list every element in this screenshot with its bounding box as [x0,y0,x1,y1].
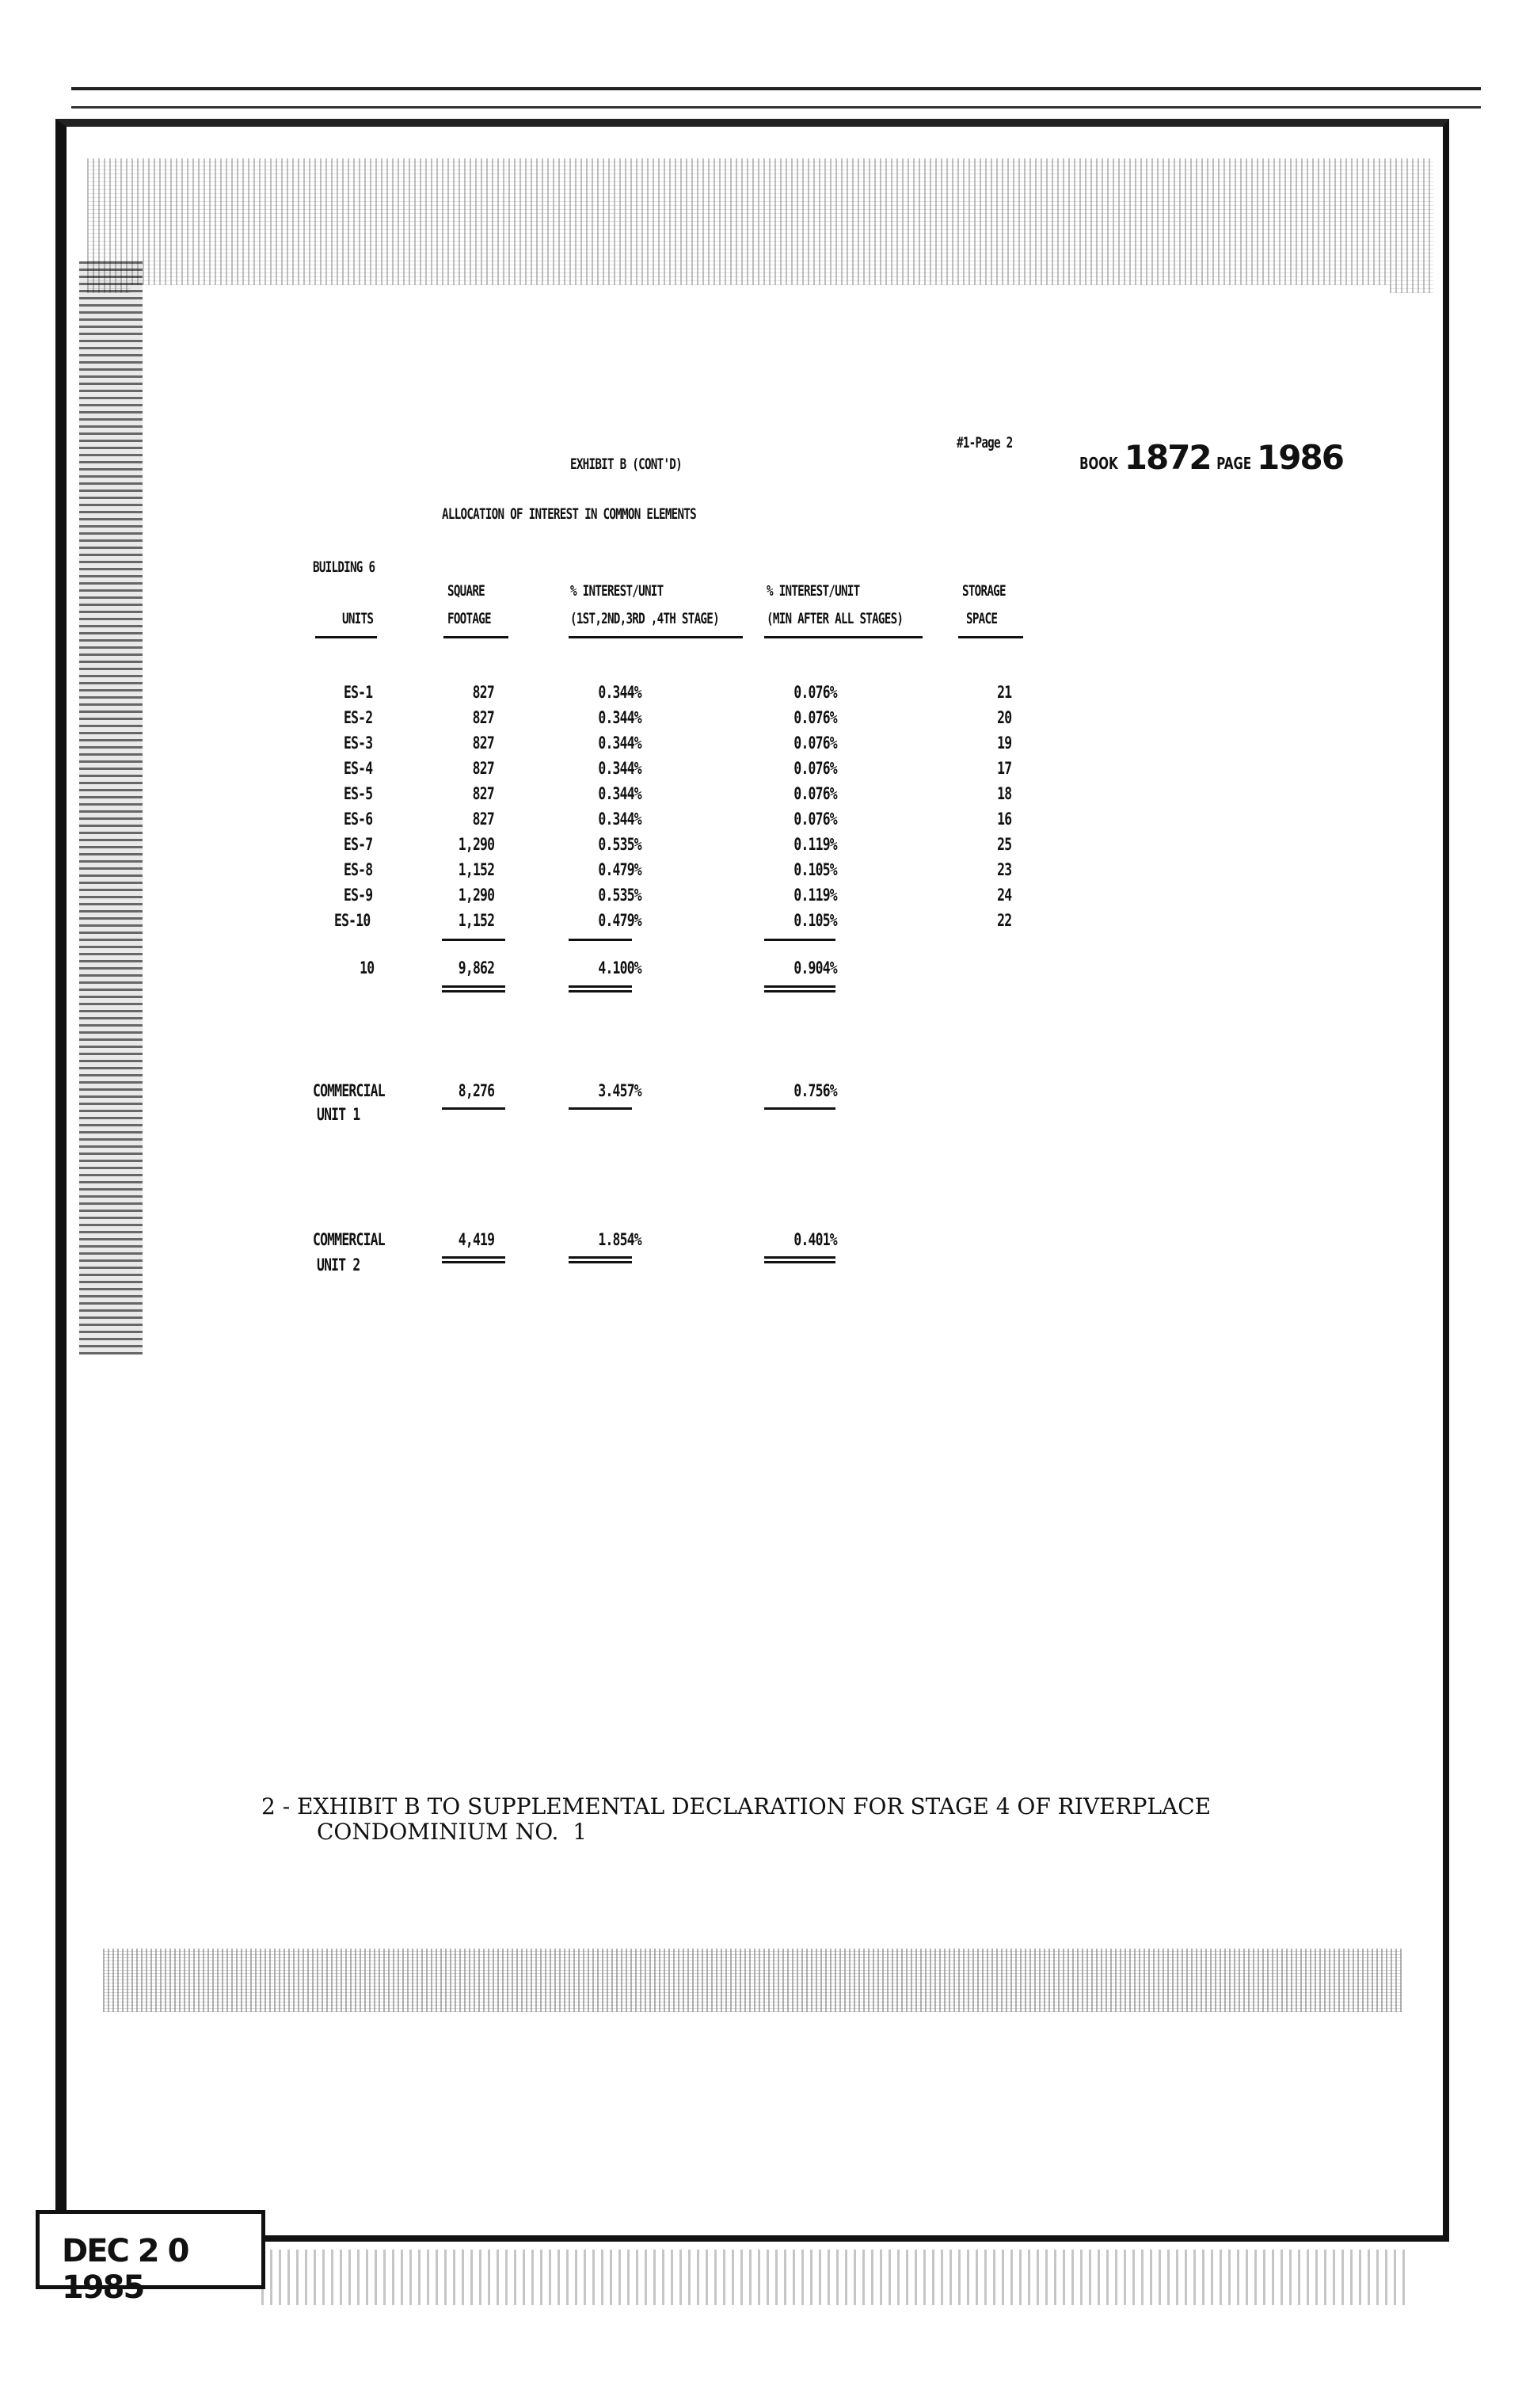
subtotal-rule [442,939,505,941]
storage-cell: 21 [996,683,1011,702]
commercial-final: 0.756% [793,1081,837,1100]
unit-cell: ES-6 [344,810,373,829]
unit-cell: ES-2 [344,708,373,727]
col-units: UNITS [342,610,374,627]
storage-cell: 19 [996,733,1011,752]
interest-cell: 0.344% [598,759,641,778]
building-label: BUILDING 6 [313,558,375,576]
col-interest-line1: % INTEREST/UNIT [570,582,664,600]
commercial-sqft: 8,276 [458,1081,494,1100]
unit-cell: ES-9 [344,886,373,905]
interest-cell: 0.344% [598,708,641,727]
interest-cell: 0.344% [598,683,641,702]
storage-cell: 18 [996,784,1011,803]
final-cell: 0.119% [793,886,837,905]
subtotal-rule [569,939,632,941]
header-rule [958,636,1023,638]
interest-cell: 0.535% [598,886,641,905]
unit-cell: ES-8 [344,860,373,879]
commercial-label-unit: UNIT 1 [317,1105,360,1124]
total-double-rule [569,985,632,988]
unit-cell: ES-3 [344,733,373,752]
page-reference: #1-Page 2 [957,434,1013,452]
sqft-cell: 827 [472,733,494,752]
total-units: 10 [359,958,374,977]
date-stamp-text: DEC 2 0 1985 [62,2233,188,2306]
book-number: 1872 [1124,438,1211,477]
unit-cell: ES-5 [344,784,373,803]
sqft-cell: 1,290 [458,886,494,905]
commercial-final: 0.401% [793,1230,837,1249]
storage-cell: 22 [996,911,1011,930]
unit-cell: ES-10 [334,911,371,930]
page-label: PAGE [1216,454,1251,473]
header-rule [764,636,923,638]
interest-cell: 0.344% [598,784,641,803]
commercial-interest: 1.854% [598,1230,641,1249]
final-cell: 0.076% [793,708,837,727]
commercial-double-rule [442,1256,505,1259]
commercial-label: COMMERCIAL [313,1230,385,1249]
sqft-cell: 1,152 [458,860,494,879]
final-cell: 0.076% [793,683,837,702]
storage-cell: 23 [996,860,1011,879]
commercial-double-rule [569,1256,632,1259]
sqft-cell: 827 [472,784,494,803]
book-label: BOOK [1079,454,1118,473]
sqft-cell: 827 [472,683,494,702]
final-cell: 0.076% [793,784,837,803]
commercial-interest: 3.457% [598,1081,641,1100]
commercial-sqft: 4,419 [458,1230,494,1249]
col-storage-line1: STORAGE [962,582,1006,600]
storage-cell: 20 [996,708,1011,727]
interest-cell: 0.479% [598,911,641,930]
header-rule [443,636,508,638]
subtotal-rule [764,939,835,941]
interest-cell: 0.344% [598,810,641,829]
exhibit-caption [261,1794,1211,1845]
unit-cell: ES-7 [344,835,373,854]
unit-cell: ES-1 [344,683,373,702]
final-cell: 0.076% [793,810,837,829]
commercial-label: COMMERCIAL [313,1081,385,1100]
caption-line-2: CONDOMINIUM NO. 1 [317,1819,588,1845]
sqft-cell: 827 [472,708,494,727]
caption-line-1: 2 - EXHIBIT B TO SUPPLEMENTAL DECLARATION FOR STAGE 4 OF RIVERPLACE [261,1793,1212,1819]
final-cell: 0.119% [793,835,837,854]
commercial-rule [569,1107,632,1110]
commercial-rule [442,1107,505,1110]
header-rule [569,636,743,638]
col-sqft-line2: FOOTAGE [447,610,491,627]
unit-cell: ES-4 [344,759,373,778]
total-final: 0.904% [793,958,837,977]
commercial-rule [764,1107,835,1110]
interest-cell: 0.479% [598,860,641,879]
date-stamp [36,2210,265,2306]
sqft-cell: 827 [472,759,494,778]
header-rule [315,636,377,638]
commercial-label-unit: UNIT 2 [317,1255,360,1274]
sqft-cell: 1,152 [458,911,494,930]
total-sqft: 9,862 [458,958,494,977]
total-double-rule [764,985,835,988]
scan-noise-left [79,261,143,1354]
interest-cell: 0.344% [598,733,641,752]
col-storage-line2: SPACE [966,610,998,627]
col-interest-line2: (1ST,2ND,3RD ,4TH STAGE) [570,610,719,627]
page-number: 1986 [1257,438,1343,477]
interest-cell: 0.535% [598,835,641,854]
commercial-double-rule [764,1256,835,1259]
final-cell: 0.076% [793,733,837,752]
sqft-cell: 827 [472,810,494,829]
exhibit-title: EXHIBIT B (CONT'D) [570,455,682,473]
total-interest: 4.100% [598,958,641,977]
sqft-cell: 1,290 [458,835,494,854]
col-final-line1: % INTEREST/UNIT [767,582,860,600]
scan-noise-foot [261,2250,1410,2305]
final-cell: 0.105% [793,911,837,930]
storage-cell: 25 [996,835,1011,854]
scan-noise-bottom [103,1949,1402,2012]
book-page-stamp [1073,438,1343,477]
storage-cell: 17 [996,759,1011,778]
col-sqft-line1: SQUARE [447,582,485,600]
final-cell: 0.076% [793,759,837,778]
final-cell: 0.105% [793,860,837,879]
col-final-line2: (MIN AFTER ALL STAGES) [767,610,904,627]
allocation-title: ALLOCATION OF INTEREST IN COMMON ELEMENTS [442,505,696,523]
storage-cell: 16 [996,810,1011,829]
scan-border-top [71,87,1481,109]
storage-cell: 24 [996,886,1011,905]
total-double-rule [442,985,505,988]
